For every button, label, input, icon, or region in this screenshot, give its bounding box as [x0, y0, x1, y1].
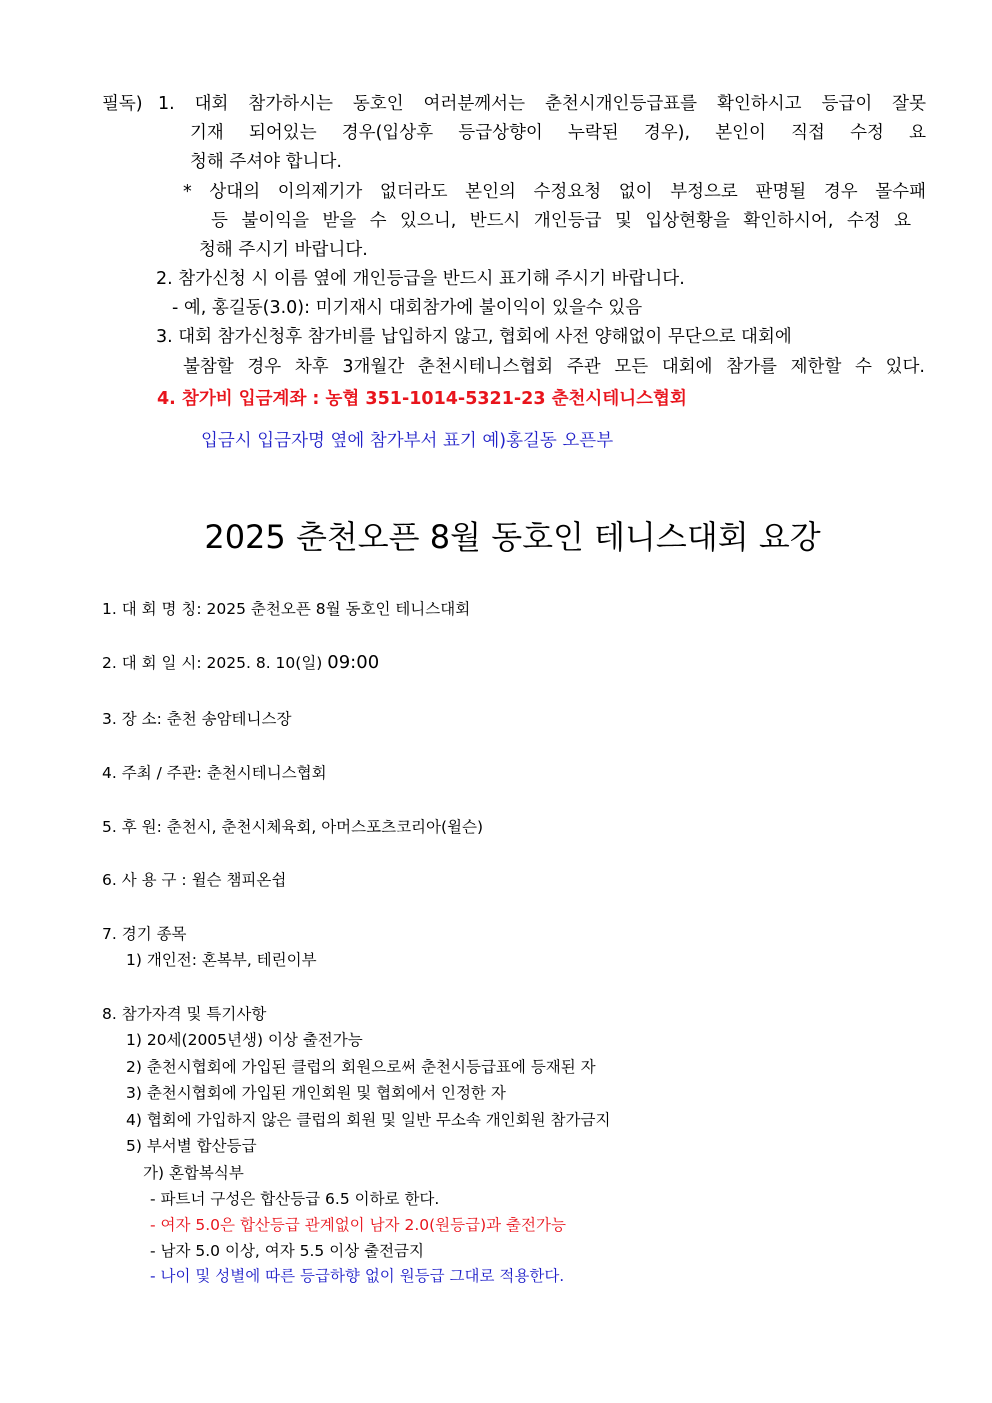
notice-item-1-sub-2: 등 불이익을 받을 수 있으니, 반드시 개인등급 및 입상현황을 확인하시어, 수정 요	[211, 211, 911, 231]
notice-item-4-deposit-note: 입금시 입금자명 옆에 참가부서 표기 예)홍길동 오픈부	[201, 431, 614, 451]
section-8-sub-1: - 파트너 구성은 합산등급 6.5 이하로 한다.	[150, 1190, 440, 1208]
section-1-event-name: 1. 대 회 명 칭: 2025 춘천오픈 8월 동호인 테니스대회	[102, 600, 471, 618]
section-8-item-5: 5) 부서별 합산등급	[126, 1137, 257, 1155]
notice-item-3-line-2: 불참할 경우 차후 3개월간 춘천시테니스협회 주관 모든 대회에 참가를 제한할 수 있다.	[183, 357, 925, 377]
section-5-sponsors: 5. 후 원: 춘천시, 춘천시체육회, 아머스포츠코리아(윌슨)	[102, 818, 484, 836]
notice-item-2-line-2: - 예, 홍길동(3.0): 미기재시 대회참가에 불이익이 있을수 있음	[172, 298, 643, 318]
notice-item-1-line-1: 1. 대회 참가하시는 동호인 여러분께서는 춘천시개인등급표를 확인하시고 등급이 잘못	[158, 94, 926, 114]
section-7-item-1: 1) 개인전: 혼복부, 테린이부	[126, 951, 317, 969]
notice-item-1-sub-1: * 상대의 이의제기가 없더라도 본인의 수정요청 없이 부정으로 판명될 경우 몰수패	[183, 182, 926, 202]
notice-item-1-sub-3: 청해 주시기 바랍니다.	[199, 240, 368, 260]
section-8-item-3: 3) 춘천시협회에 가입된 개인회원 및 협회에서 인정한 자	[126, 1084, 506, 1102]
section-6-ball: 6. 사 용 구 : 윌슨 챔피온쉽	[102, 871, 287, 889]
section-8-sub-3: - 남자 5.0 이상, 여자 5.5 이상 출전금지	[150, 1242, 424, 1260]
section-4-organizer: 4. 주최 / 주관: 춘천시테니스협회	[102, 764, 327, 782]
page-title: 2025 춘천오픈 8월 동호인 테니스대회 요강	[204, 518, 821, 556]
section-3-venue: 3. 장 소: 춘천 송암테니스장	[102, 710, 292, 728]
notice-item-4-account: 4. 참가비 입금계좌 : 농협 351-1014-5321-23 춘천시테니스협회	[157, 389, 687, 409]
section-7-heading: 7. 경기 종목	[102, 925, 187, 943]
section-8-sub-4: - 나이 및 성별에 따른 등급하향 없이 원등급 그대로 적용한다.	[150, 1267, 565, 1285]
section-8-heading: 8. 참가자격 및 특기사항	[102, 1005, 267, 1023]
notice-item-1-line-2: 기재 되어있는 경우(입상후 등급상향이 누락된 경우), 본인이 직접 수정 요	[190, 123, 926, 143]
event-date-text: 2. 대 회 일 시: 2025. 8. 10(일)	[102, 654, 328, 672]
notice-label: 필독)	[102, 94, 143, 114]
notice-item-1-line-3: 청해 주셔야 합니다.	[190, 152, 342, 172]
section-8-item-2: 2) 춘천시협회에 가입된 클럽의 회원으로써 춘천시등급표에 등재된 자	[126, 1058, 596, 1076]
section-2-event-date	[102, 652, 379, 674]
section-8-sub-heading: 가) 혼합복식부	[143, 1164, 244, 1182]
section-8-sub-2: - 여자 5.0은 합산등급 관계없이 남자 2.0(원등급)과 출전가능	[150, 1216, 566, 1234]
event-time-text: 09:00	[327, 652, 380, 673]
section-8-item-1: 1) 20세(2005년생) 이상 출전가능	[126, 1031, 363, 1049]
notice-item-2-line-1: 2. 참가신청 시 이름 옆에 개인등급을 반드시 표기해 주시기 바랍니다.	[156, 269, 685, 289]
section-8-item-4: 4) 협회에 가입하지 않은 클럽의 회원 및 일반 무소속 개인회원 참가금지	[126, 1111, 611, 1129]
notice-item-3-line-1: 3. 대회 참가신청후 참가비를 납입하지 않고, 협회에 사전 양해없이 무단으로 대회에	[156, 327, 792, 347]
